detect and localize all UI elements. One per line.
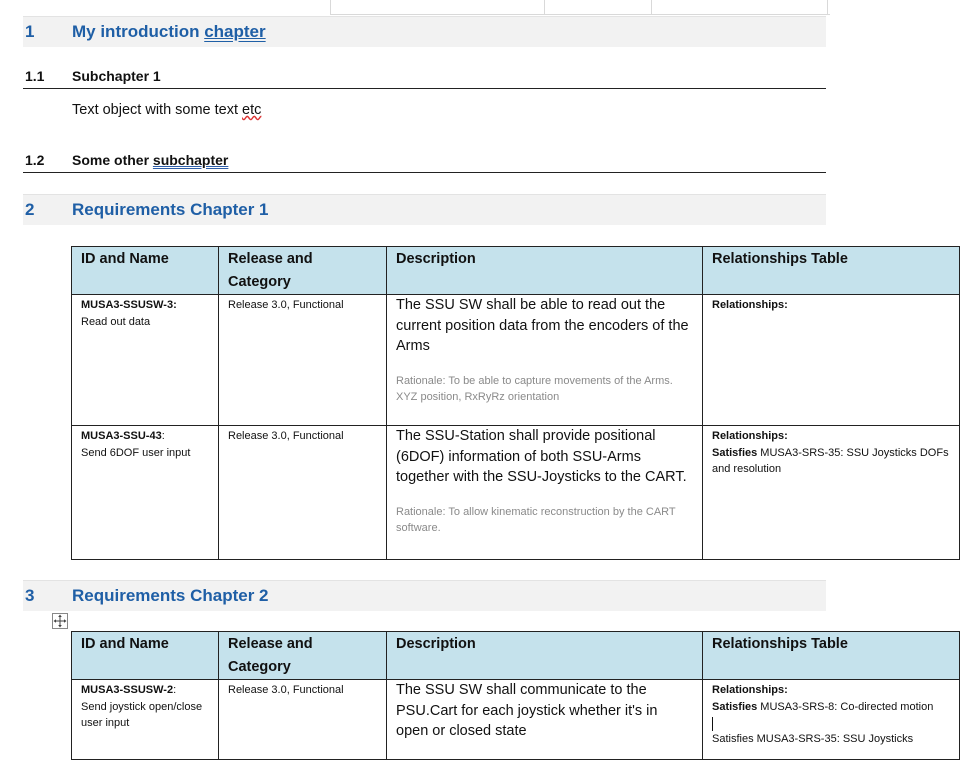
relationships-label: Relationships: (712, 684, 788, 696)
requirement-id-suffix: : (161, 430, 165, 442)
requirement-name: Read out data (81, 315, 151, 328)
requirements-table-2 (71, 631, 960, 760)
subchapter-title (72, 152, 228, 168)
requirement-name: Send joystick open/close user input (81, 700, 203, 729)
release-category: Release 3.0, Functional (228, 430, 344, 442)
subchapter-heading-1-1 (23, 66, 826, 89)
relationships-label: Relationships: (712, 299, 788, 311)
header-release: Release and Category (219, 632, 387, 680)
release-category: Release 3.0, Functional (228, 684, 344, 696)
requirement-id: MUSA3-SSUSW-3: (81, 299, 177, 311)
subchapter-number: 1.1 (25, 68, 45, 84)
relationship-cut-line: Satisfies MUSA3-SRS-35: SSU Joysticks (712, 733, 914, 745)
satisfies-target: MUSA3-SRS-35: SSU Joysticks DOFs and resolution (712, 446, 949, 475)
satisfies-label: Satisfies (712, 700, 758, 713)
cell-release[interactable] (219, 295, 387, 426)
cell-description[interactable] (387, 426, 703, 560)
requirement-name: Send 6DOF user input (81, 446, 191, 459)
requirement-id-suffix: : (173, 684, 177, 696)
cell-description[interactable] (387, 295, 703, 426)
satisfies-target: MUSA3-SRS-8: Co-directed motion (757, 700, 934, 713)
chapter-title (72, 22, 266, 42)
chapter-number: 2 (25, 200, 35, 219)
requirement-description: The SSU SW shall communicate to the PSU.Cart for each joystick whether it's in open or closed state (396, 682, 658, 739)
subchapter-number: 1.2 (25, 152, 45, 168)
header-relationships: Relationships Table (703, 632, 960, 680)
chapter-heading-2 (23, 194, 826, 225)
chapter-title-underlined: chapter (204, 22, 266, 41)
requirement-id: MUSA3-SSUSW-2 (81, 684, 174, 696)
satisfies-label: Satisfies (712, 446, 758, 459)
paragraph-text[interactable] (72, 102, 261, 118)
cell-id-name[interactable] (72, 295, 219, 426)
paragraph-plain: Text object with some text (72, 102, 243, 118)
spelling-flag[interactable]: etc (242, 102, 262, 118)
requirement-id: MUSA3-SSU-43 (81, 430, 162, 442)
requirement-rationale-extra: XYZ position, RxRyRz orientation (396, 391, 560, 403)
chapter-title: Requirements Chapter 1 (72, 200, 269, 219)
header-release: Release and Category (219, 247, 387, 295)
header-description: Description (387, 247, 703, 295)
cell-relationships[interactable] (703, 295, 960, 426)
requirement-description: The SSU SW shall be able to read out the current position data from the encoders of the Arms (396, 297, 689, 354)
release-category: Release 3.0, Functional (228, 299, 344, 311)
cell-relationships[interactable] (703, 426, 960, 560)
table-row (72, 680, 960, 760)
cell-description[interactable] (387, 680, 703, 760)
text-cursor (712, 717, 713, 731)
requirement-rationale: Rationale: To be able to capture movements of the Arms. (396, 374, 673, 387)
header-id-name: ID and Name (72, 247, 219, 295)
cell-relationships[interactable] (703, 680, 960, 760)
table-row (72, 426, 960, 560)
chapter-title-text: My introduction (72, 22, 205, 41)
subchapter-title-underlined: subchapter (152, 152, 229, 168)
requirements-table-1 (71, 246, 960, 560)
subchapter-title-text: Some other (72, 152, 153, 168)
table-row (72, 295, 960, 426)
chapter-heading-3 (23, 580, 826, 611)
cell-release[interactable] (219, 426, 387, 560)
cell-release[interactable] (219, 680, 387, 760)
chapter-heading-1 (23, 16, 826, 47)
top-table-remnant (330, 0, 830, 14)
move-arrows-icon[interactable] (52, 613, 68, 629)
chapter-number: 1 (25, 22, 35, 41)
subchapter-heading-1-2 (23, 150, 826, 173)
subchapter-title: Subchapter 1 (72, 68, 161, 84)
requirement-rationale: Rationale: To allow kinematic reconstruction by the CART software. (396, 505, 676, 534)
cell-id-name[interactable] (72, 680, 219, 760)
chapter-title: Requirements Chapter 2 (72, 586, 269, 605)
header-id-name: ID and Name (72, 632, 219, 680)
cell-id-name[interactable] (72, 426, 219, 560)
header-description: Description (387, 632, 703, 680)
header-relationships: Relationships Table (703, 247, 960, 295)
chapter-number: 3 (25, 586, 35, 605)
relationships-label: Relationships: (712, 430, 788, 442)
requirement-description: The SSU-Station shall provide positional (6DOF) information of both SSU-Arms together with the SSU-Joysticks to the CART. (396, 428, 687, 485)
